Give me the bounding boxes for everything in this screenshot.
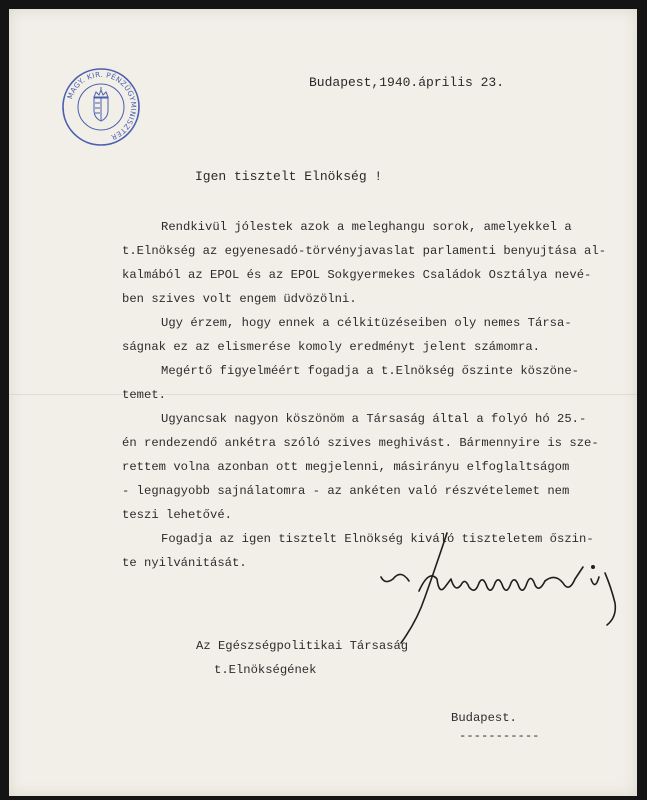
dash-rule: ----------- <box>459 729 540 743</box>
body-line: Rendkivül jólestek azok a meleghangu sorok, amelyekkel a <box>161 220 572 234</box>
place-name: Budapest. <box>451 711 517 725</box>
body-line: Ugy érzem, hogy ennek a célkitüzéseiben oly nemes Társa- <box>161 316 572 330</box>
body-line: Megértő figyelméért fogadja a t.Elnökség őszinte köszöne- <box>161 364 580 378</box>
body-line: te nyilvánitását. <box>122 556 247 570</box>
handwritten-signature <box>379 529 641 649</box>
paper-fold <box>9 394 637 395</box>
body-line: teszi lehetővé. <box>122 508 233 522</box>
recipient-line-2: t.Elnökségének <box>214 663 317 677</box>
body-line: ságnak ez az elismerése komoly eredményt jelent számomra. <box>122 340 541 354</box>
body-line: Fogadja az igen tisztelt Elnökség kiváló tiszteletem őszin- <box>161 532 594 546</box>
svg-text:MAGY. KIR. PÉNZÜGYMINISZTER: MAGY. KIR. PÉNZÜGYMINISZTER <box>65 69 139 143</box>
letter-sheet <box>9 9 637 796</box>
body-line: kalmából az EPOL és az EPOL Sokgyermekes Családok Osztálya nevé- <box>122 268 592 282</box>
ministry-seal-stamp <box>61 67 141 147</box>
body-line: Ugyancsak nagyon köszönöm a Társaság által a folyó hó 25.- <box>161 412 587 426</box>
recipient-line-1: Az Egészségpolitikai Társaság <box>196 639 409 653</box>
body-line: ben szives volt engem üdvözölni. <box>122 292 357 306</box>
body-line: - legnagyobb sajnálatomra - az ankéten való részvételemet nem <box>122 484 570 498</box>
body-line: rettem volna azonban ott megjelenni, másirányu elfoglaltságom <box>122 460 570 474</box>
body-line: temet. <box>122 388 167 402</box>
body-line: t.Elnökség az egyenesadó-törvényjavaslat parlamenti benyujtása al- <box>122 244 607 258</box>
salutation: Igen tisztelt Elnökség ! <box>195 169 383 184</box>
body-line: én rendezendő ankétra szóló szives meghivást. Bármennyire is sze- <box>122 436 599 450</box>
date-line: Budapest,1940.április 23. <box>309 75 505 90</box>
coat-of-arms-icon <box>94 87 108 121</box>
